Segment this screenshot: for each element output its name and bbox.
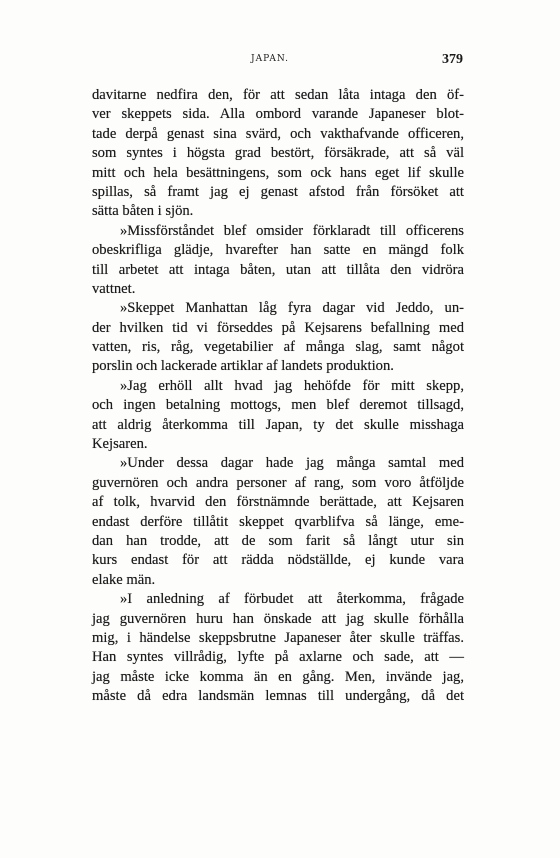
text-line: kurs endast för att rädda nödställde, ej kunde vara (92, 552, 464, 569)
text-line: porslin och lackerade artiklar af landets produktion. (92, 358, 394, 375)
text-line: Kejsaren. (92, 436, 148, 453)
text-line: »Skeppet Manhattan låg fyra dagar vid Jeddo, un- (120, 300, 464, 317)
body-text (92, 86, 464, 707)
page-number: 379 (442, 52, 463, 67)
text-line: måste då edra landsmän lemnas till undergång, då det (92, 688, 464, 705)
text-line: »Jag erhöll allt hvad jag hehöfde för mitt skepp, (120, 377, 464, 394)
text-line: mig, i händelse skeppsbrutne Japaneser åter skulle träffas. (92, 629, 464, 646)
text-line: mitt och hela besättningens, som ock hans eget lif skulle (92, 164, 464, 181)
text-line: »I anledning af förbudet att återkomma, frågade (120, 591, 464, 608)
paragraph (92, 299, 464, 377)
text-line: ver skeppets sida. Alla ombord varande Japaneser blot- (92, 106, 464, 123)
paragraph (92, 590, 464, 706)
paragraph (92, 377, 464, 455)
text-line: sätta båten i sjön. (92, 203, 194, 220)
text-line: af tolk, hvarvid den förstnämnde berättade, att Kejsaren (92, 494, 464, 511)
paragraph (92, 454, 464, 590)
text-line: »Under dessa dagar hade jag många samtal med (120, 455, 464, 472)
text-line: tade derpå genast sina svärd, och vakthafvande officeren, (92, 125, 464, 142)
text-line: till arbetet att intaga båten, utan att tillåta den vidröra (92, 261, 464, 278)
text-line: dan han trodde, att de som farit så långt utur sin (92, 532, 464, 549)
text-line: vatten, ris, råg, vegetabilier af många slag, samt något (92, 339, 464, 356)
text-line: obeskrifliga glädje, hvarefter han satte en mängd folk (92, 242, 464, 259)
text-line: davitarne nedfira den, för att sedan låta intaga den öf- (92, 87, 464, 103)
text-line: jag guvernören huru han önskade att jag skulle förhålla (92, 610, 464, 627)
text-line: vattnet. (92, 280, 136, 297)
paragraph (92, 222, 464, 300)
text-line: som syntes i högsta grad bestört, försäkrade, att så väl (92, 145, 464, 162)
paragraph (92, 86, 464, 222)
running-head (80, 52, 463, 72)
text-line: spillas, så framt jag ej genast afstod från försöket att (92, 183, 464, 200)
text-line: och ingen betalning mottogs, men blef deremot tillsagd, (92, 397, 464, 414)
text-line: Han syntes villrådig, lyfte på axlarne och sade, att — (92, 649, 464, 666)
text-line: guvernören och andra personer af rang, som voro åtföljde (92, 474, 464, 491)
running-title: JAPAN. (251, 54, 289, 64)
text-line: jag måste icke komma än en gång. Men, invände jag, (92, 668, 464, 685)
text-line: att aldrig återkomma till Japan, ty det skulle misshaga (92, 416, 464, 433)
text-line: elake män. (92, 571, 156, 588)
text-line: »Missförståndet blef omsider förklaradt till officerens (120, 222, 464, 239)
text-line: der hvilken tid vi förseddes på Kejsarens befallning med (92, 319, 464, 336)
text-line: endast derföre tillåtit skeppet qvarblifva så länge, eme- (92, 513, 464, 530)
